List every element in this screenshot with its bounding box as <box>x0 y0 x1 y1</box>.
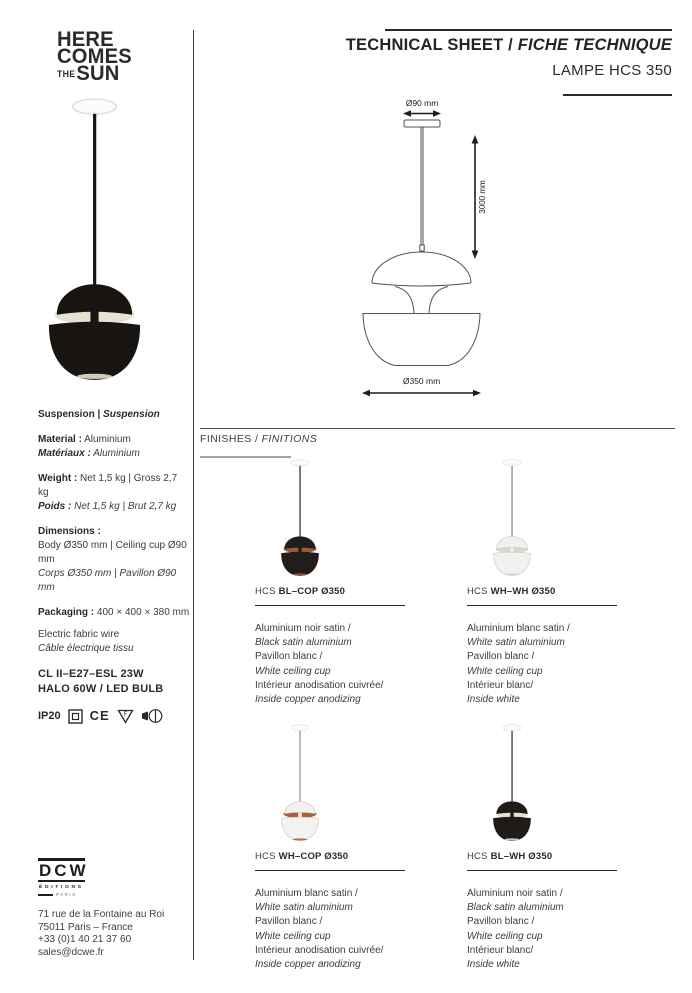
finishes-heading <box>200 433 317 445</box>
finish-card-bl-wh <box>467 851 667 972</box>
drawing-dome-bottom <box>372 283 471 286</box>
finish-line: Black satin aluminium <box>255 637 352 649</box>
product-name: LAMPE HCS 350 <box>552 62 672 79</box>
hero-product-photo <box>22 95 167 385</box>
wire-spec <box>38 628 190 656</box>
dim-drop-arrowhead-bottom <box>472 251 479 260</box>
type-fr: Suspension <box>103 409 160 420</box>
lamp-dome <box>497 537 528 549</box>
lamp-bowl <box>493 552 530 576</box>
drawing-ceiling-cup <box>404 120 440 127</box>
drawing-bowl <box>363 314 480 366</box>
dcw-logo-paris-row <box>38 892 85 897</box>
pendant-wire <box>299 731 300 804</box>
weight-label-en: Weight : <box>38 473 78 484</box>
pendant-wire <box>299 466 300 539</box>
lamp-bowl <box>50 322 140 379</box>
svg-text:F: F <box>123 711 128 718</box>
finish-description <box>467 622 667 707</box>
material-label-fr: Matériaux : <box>38 448 91 459</box>
specs-block <box>38 408 190 631</box>
drawing-connector <box>420 245 424 251</box>
finish-line: Inside white <box>467 694 520 706</box>
brand-logo-line1: HERE <box>57 28 114 51</box>
weight-value-fr: Net 1,5 kg | Brut 2,7 kg <box>71 501 177 512</box>
bottom-rim <box>505 573 519 575</box>
vertical-divider <box>193 30 194 960</box>
ceiling-cup <box>503 460 521 466</box>
certification-row <box>38 708 190 724</box>
finish-line: Intérieur anodisation cuivrée/ <box>255 944 384 956</box>
product-type <box>38 408 190 422</box>
address-phone: +33 (0)1 40 21 37 60 <box>38 934 132 945</box>
finish-line: Intérieur blanc/ <box>467 679 534 691</box>
finish-description <box>255 887 455 972</box>
finish-code <box>255 586 455 597</box>
lamp-dome <box>497 802 528 814</box>
finishes-top-rule <box>200 428 675 429</box>
packaging-value: 400 × 400 × 380 mm <box>94 607 190 618</box>
dim-body-arrowhead-left <box>362 390 370 396</box>
lamp-bowl <box>281 552 318 576</box>
finish-line: Pavillon blanc / <box>255 651 323 663</box>
finish-description <box>255 622 455 707</box>
sheet-header <box>200 36 672 79</box>
dim-body-label: Ø350 mm <box>402 376 441 386</box>
dcw-logo-bottom-bar <box>38 880 85 883</box>
finish-card-wh-wh <box>467 586 667 707</box>
material-label-en: Material : <box>38 434 82 445</box>
finish-code-prefix: HCS <box>255 851 276 862</box>
material-spec <box>38 433 190 461</box>
dimensions-label: Dimensions : <box>38 526 101 537</box>
finish-code <box>467 851 667 862</box>
finish-code-value: WH–WH Ø350 <box>490 586 556 597</box>
finish-description <box>467 887 667 972</box>
weight-spec <box>38 472 190 514</box>
brand-logo-line2: COMES <box>57 45 132 68</box>
finish-code <box>467 586 667 597</box>
weight-label-fr: Poids : <box>38 501 72 512</box>
finish-line: White ceiling cup <box>467 930 543 942</box>
header-sub-rule <box>563 94 672 96</box>
f-triangle-icon <box>117 709 134 724</box>
finish-rule <box>467 870 617 871</box>
ce-mark-icon: CE <box>89 708 110 723</box>
wire-fr: Câble électrique tissu <box>38 643 134 654</box>
finish-line: Aluminium noir satin / <box>467 888 563 899</box>
brand-logo-sun: SUN <box>76 62 120 85</box>
drawing-dome-arc <box>372 252 471 283</box>
electric-block <box>38 628 190 724</box>
dcw-logo-name: DCW <box>39 860 89 880</box>
brand-logo <box>57 28 132 85</box>
bottom-rim <box>505 838 519 840</box>
finish-code-prefix: HCS <box>467 586 488 597</box>
drawing-neck-right <box>429 287 448 314</box>
finish-line: Black satin aluminium <box>467 902 564 914</box>
dim-cup-arrowhead-right <box>433 110 441 116</box>
lamp-bowl <box>281 817 318 841</box>
material-value-fr: Aluminium <box>90 448 140 459</box>
ip-rating: IP20 <box>38 710 61 722</box>
dim-body-arrowhead-right <box>473 390 481 396</box>
wire-en: Electric fabric wire <box>38 629 120 640</box>
contact-address <box>38 909 164 959</box>
finish-line: Inside white <box>467 959 520 971</box>
bulb-icon <box>141 708 164 724</box>
type-en: Suspension <box>38 409 95 420</box>
pendant-wire <box>511 731 512 804</box>
ceiling-cup <box>291 460 309 466</box>
finishes-heading-fr: FINITIONS <box>261 433 318 445</box>
finish-line: Pavillon blanc / <box>467 651 535 663</box>
finish-rule <box>255 605 405 606</box>
dcw-logo-editions: ÉDITIONS <box>39 884 84 890</box>
header-top-rule <box>385 29 672 31</box>
ceiling-cup <box>291 725 309 731</box>
finish-line: White ceiling cup <box>467 665 543 677</box>
finish-photo-bl-wh <box>482 723 542 843</box>
dcw-logo <box>38 858 89 897</box>
power-spec <box>38 667 190 697</box>
finish-line: White satin aluminium <box>467 637 565 649</box>
finishes-heading-en: FINISHES <box>200 433 252 445</box>
sheet-title-en: TECHNICAL SHEET <box>345 36 504 54</box>
finish-code-prefix: HCS <box>467 851 488 862</box>
dimensions-spec <box>38 525 190 595</box>
finish-code-value: BL–WH Ø350 <box>490 851 553 862</box>
finish-line: Inside copper anodizing <box>255 959 361 971</box>
dimensions-en: Body Ø350 mm | Ceiling cup Ø90 mm <box>38 540 187 565</box>
finish-card-wh-cop <box>255 851 455 972</box>
finish-line: Aluminium blanc satin / <box>255 888 358 899</box>
finish-code <box>255 851 455 862</box>
finish-line: Intérieur anodisation cuivrée/ <box>255 679 384 691</box>
dim-drop-label: 3000 mm <box>478 180 487 214</box>
finish-line: Intérieur blanc/ <box>467 944 534 956</box>
pendant-wire <box>511 466 512 539</box>
bottom-rim <box>293 573 307 575</box>
lamp-dome <box>285 537 316 549</box>
dim-cup-arrowhead-left <box>403 110 411 116</box>
finish-line: Aluminium noir satin / <box>255 623 351 634</box>
material-value-en: Aluminium <box>81 434 131 445</box>
finish-line: White ceiling cup <box>255 665 331 677</box>
bottom-rim <box>77 374 112 379</box>
finish-photo-wh-cop <box>270 723 330 843</box>
address-line: 71 rue de la Fontaine au Roi <box>38 909 165 920</box>
sheet-title-fr: FICHE TECHNIQUE <box>517 36 672 54</box>
brand-logo-the: THE <box>57 69 76 79</box>
class-line: CL II–E27–ESL 23W <box>38 668 144 680</box>
drawing-neck-left <box>395 287 414 314</box>
weight-value-en: Net 1,5 kg | Gross 2,7 kg <box>38 473 178 498</box>
finish-line: Pavillon blanc / <box>255 916 323 928</box>
finish-line: White ceiling cup <box>255 930 331 942</box>
ceiling-cup <box>503 725 521 731</box>
finish-photo-bl-cop <box>270 458 330 578</box>
finish-photo-wh-wh <box>482 458 542 578</box>
sheet-title <box>200 36 672 55</box>
finish-line: Pavillon blanc / <box>467 916 535 928</box>
finish-code-value: WH–COP Ø350 <box>278 851 349 862</box>
finish-code-prefix: HCS <box>255 586 276 597</box>
finish-line: White satin aluminium <box>255 902 353 914</box>
bulb-line: HALO 60W / LED BULB <box>38 683 164 695</box>
lamp-dome <box>285 802 316 814</box>
lamp-dome <box>58 285 132 314</box>
finish-rule <box>467 605 617 606</box>
class-ii-icon <box>68 709 83 724</box>
dcw-logo-paris: PARIS <box>56 892 77 897</box>
dim-cup-label: Ø90 mm <box>405 98 439 108</box>
sheet-title-sep: / <box>503 36 518 54</box>
finish-card-bl-cop <box>255 586 455 707</box>
packaging-spec <box>38 606 190 620</box>
finish-code-value: BL–COP Ø350 <box>278 586 346 597</box>
dim-drop-arrowhead-top <box>472 135 479 144</box>
lamp-bowl <box>493 817 530 841</box>
type-sep: | <box>94 409 104 420</box>
dcw-logo-mini-bar <box>38 894 53 896</box>
finishes-heading-sep: / <box>251 433 262 445</box>
address-line: 75011 Paris – France <box>38 921 133 933</box>
address-email: sales@dcwe.fr <box>38 946 104 958</box>
finish-line: Inside copper anodizing <box>255 694 361 706</box>
dimensions-fr: Corps Ø350 mm | Pavillon Ø90 mm <box>38 568 177 593</box>
finish-rule <box>255 870 405 871</box>
bottom-rim <box>293 838 307 840</box>
packaging-label: Packaging : <box>38 607 95 618</box>
pendant-wire <box>93 114 96 291</box>
finish-line: Aluminium blanc satin / <box>467 623 570 634</box>
technical-drawing <box>350 95 550 400</box>
